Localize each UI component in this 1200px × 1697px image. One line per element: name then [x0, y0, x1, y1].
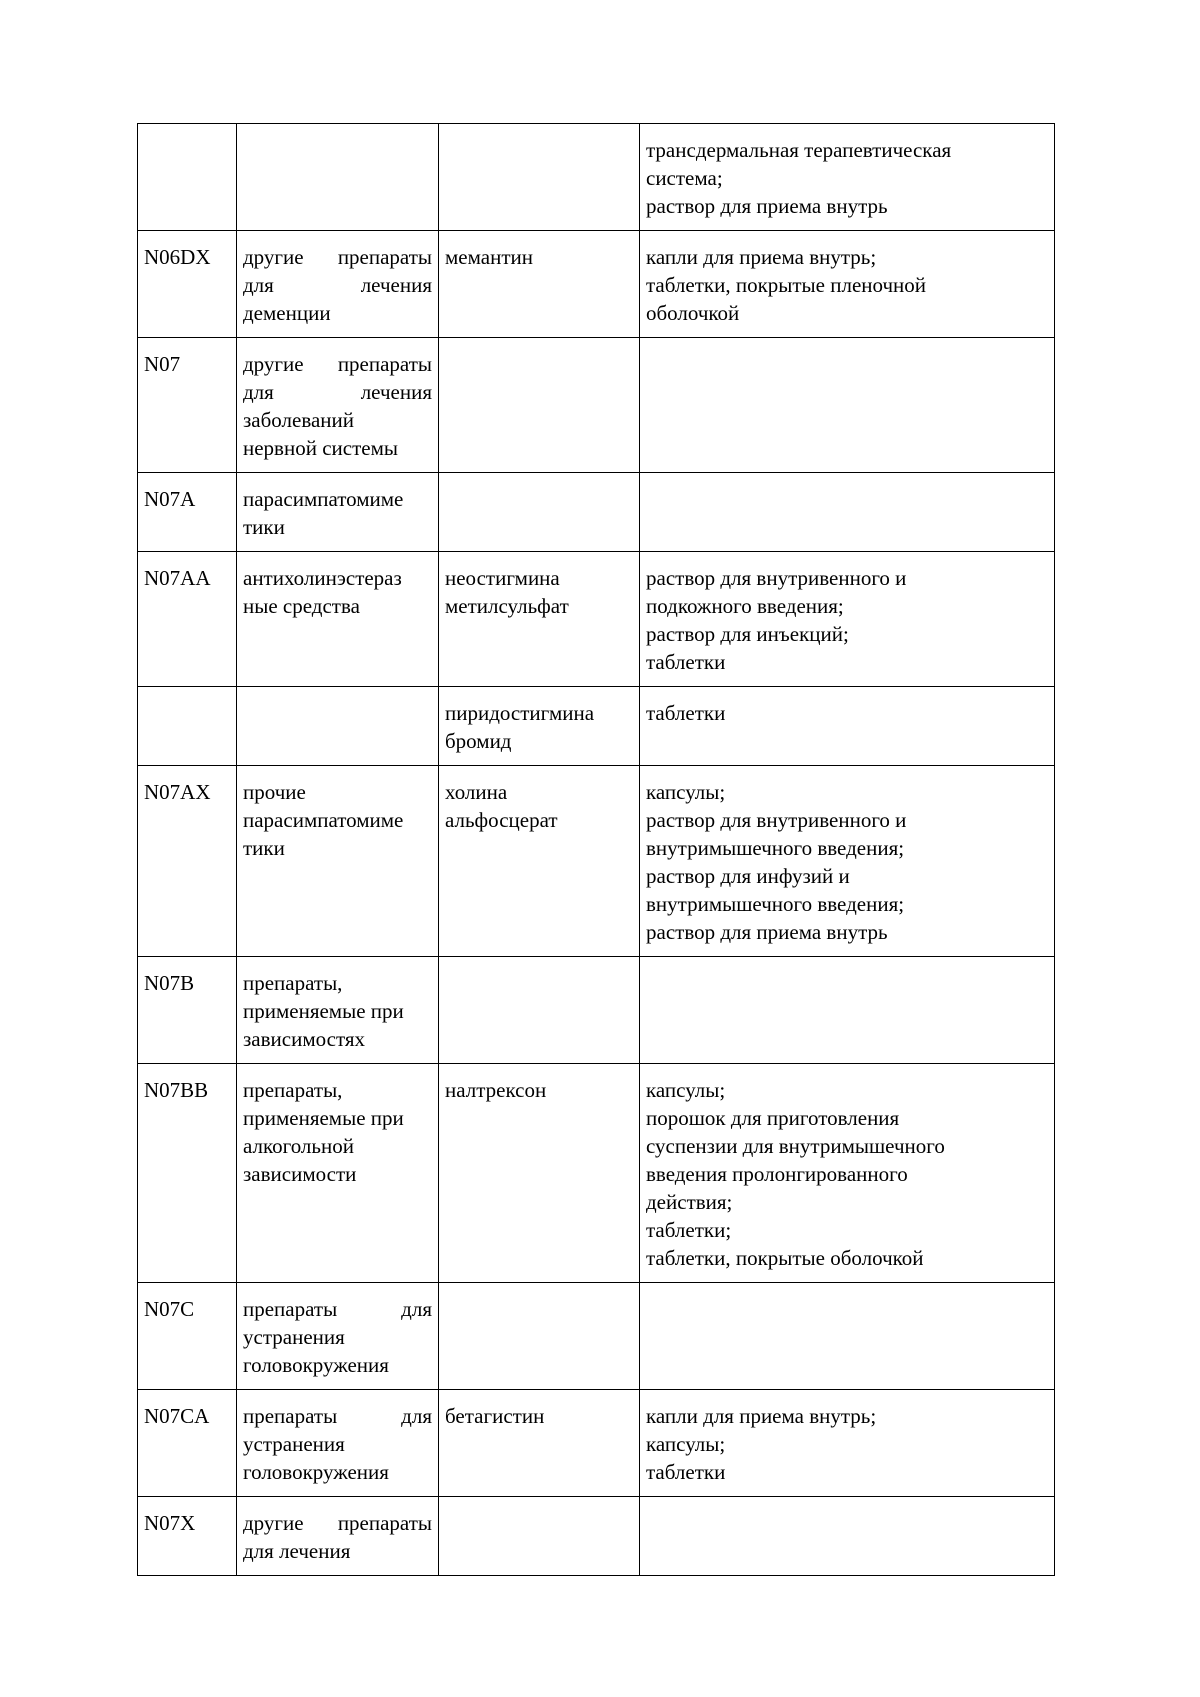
drug-cell: мемантин — [439, 231, 640, 338]
table-row — [138, 552, 1055, 687]
atc-code-cell: N07CA — [138, 1390, 237, 1497]
group-cell: препараты, применяемые при зависимостях — [237, 957, 439, 1064]
table-row — [138, 1283, 1055, 1390]
dosage-forms-cell: таблетки — [640, 687, 1055, 766]
drug-cell — [439, 957, 640, 1064]
table-row — [138, 957, 1055, 1064]
table-row — [138, 687, 1055, 766]
group-cell: парасимпатомиме тики — [237, 473, 439, 552]
table-row — [138, 1390, 1055, 1497]
atc-code-cell: N07B — [138, 957, 237, 1064]
drug-cell: налтрексон — [439, 1064, 640, 1283]
atc-code-cell: N07AX — [138, 766, 237, 957]
dosage-forms-cell — [640, 1283, 1055, 1390]
dosage-forms-cell — [640, 338, 1055, 473]
drug-cell: пиридостигмина бромид — [439, 687, 640, 766]
table-row — [138, 766, 1055, 957]
table-row — [138, 124, 1055, 231]
atc-code-cell: N07BB — [138, 1064, 237, 1283]
group-cell: другие препараты для лечения заболеваний нервной системы — [237, 338, 439, 473]
drug-table — [137, 123, 1055, 1576]
dosage-forms-cell: капсулы; раствор для внутривенного и внутримышечного введения; раствор для инфузий и внутримышечного введения; раствор для приема внутрь — [640, 766, 1055, 957]
group-cell: препараты, применяемые при алкогольной зависимости — [237, 1064, 439, 1283]
atc-code-cell: N07X — [138, 1497, 237, 1576]
dosage-forms-cell: капсулы; порошок для приготовления суспензии для внутримышечного введения пролонгированного действия; таблетки; таблетки, покрытые оболочкой — [640, 1064, 1055, 1283]
group-cell: прочие парасимпатомиме тики — [237, 766, 439, 957]
group-cell — [237, 124, 439, 231]
atc-code-cell: N06DX — [138, 231, 237, 338]
dosage-forms-cell: капли для приема внутрь; таблетки, покрытые пленочной оболочкой — [640, 231, 1055, 338]
drug-cell: бетагистин — [439, 1390, 640, 1497]
table-row — [138, 231, 1055, 338]
drug-cell: неостигмина метилсульфат — [439, 552, 640, 687]
table-row — [138, 338, 1055, 473]
group-cell: другие препараты для лечения — [237, 1497, 439, 1576]
drug-cell — [439, 124, 640, 231]
dosage-forms-cell: раствор для внутривенного и подкожного введения; раствор для инъекций; таблетки — [640, 552, 1055, 687]
group-cell: антихолинэстераз ные средства — [237, 552, 439, 687]
dosage-forms-cell: капли для приема внутрь; капсулы; таблетки — [640, 1390, 1055, 1497]
atc-code-cell: N07 — [138, 338, 237, 473]
drug-cell: холина альфосцерат — [439, 766, 640, 957]
dosage-forms-cell — [640, 473, 1055, 552]
drug-cell — [439, 338, 640, 473]
atc-code-cell — [138, 124, 237, 231]
atc-code-cell — [138, 687, 237, 766]
table-row — [138, 473, 1055, 552]
group-cell: препараты для устранения головокружения — [237, 1283, 439, 1390]
group-cell: другие препараты для лечения деменции — [237, 231, 439, 338]
group-cell: препараты для устранения головокружения — [237, 1390, 439, 1497]
dosage-forms-cell — [640, 1497, 1055, 1576]
dosage-forms-cell — [640, 957, 1055, 1064]
atc-code-cell: N07AA — [138, 552, 237, 687]
atc-code-cell: N07A — [138, 473, 237, 552]
dosage-forms-cell: трансдермальная терапевтическая система; раствор для приема внутрь — [640, 124, 1055, 231]
atc-code-cell: N07C — [138, 1283, 237, 1390]
drug-cell — [439, 1497, 640, 1576]
table-row — [138, 1497, 1055, 1576]
drug-cell — [439, 473, 640, 552]
drug-cell — [439, 1283, 640, 1390]
group-cell — [237, 687, 439, 766]
table-row — [138, 1064, 1055, 1283]
